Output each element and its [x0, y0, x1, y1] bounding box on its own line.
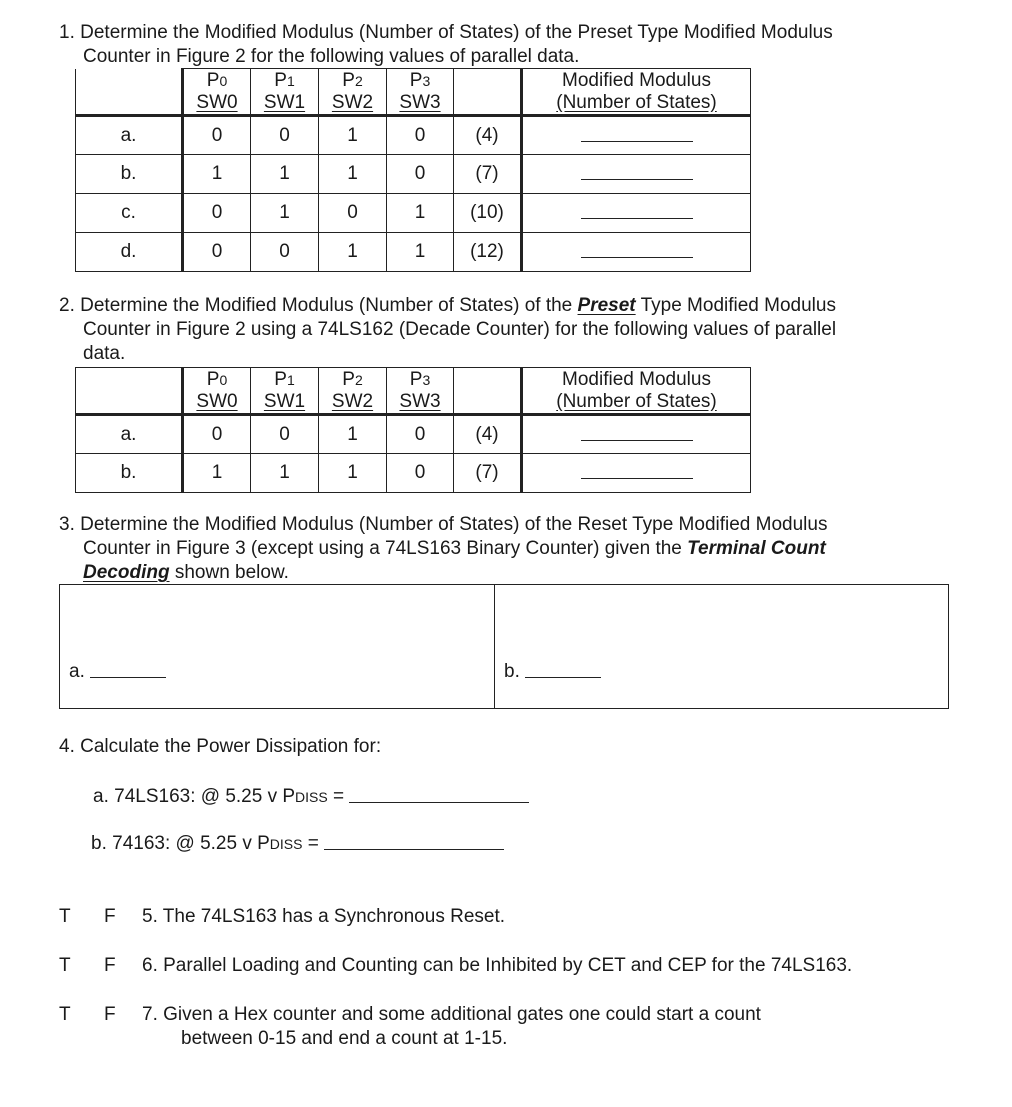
- cell-p1: 1: [251, 155, 319, 194]
- q2-header-p3: P3 SW3: [387, 368, 454, 415]
- cell-p1: 0: [251, 116, 319, 155]
- q6-text: 6. Parallel Loading and Counting can be Inhibited by CET and CEP for the 74LS163.: [142, 955, 853, 976]
- q1-header-p0: P0 SW0: [183, 69, 251, 116]
- cell-value: (4): [454, 415, 522, 454]
- q7-text-line1: 7. Given a Hex counter and some additional gates one could start a count: [142, 1004, 761, 1025]
- table-row: [76, 194, 751, 233]
- table-row: [76, 415, 751, 454]
- q1-header-value: [454, 69, 522, 116]
- q4-part-a[interactable]: a. 74LS163: @ 5.25 v PDISS =: [93, 785, 529, 809]
- answer-blank[interactable]: [522, 233, 751, 272]
- cell-p3: 0: [387, 116, 454, 155]
- q6-true-option[interactable]: T: [59, 955, 71, 976]
- q2-header-modulus: Modified Modulus (Number of States): [522, 368, 751, 415]
- answer-blank[interactable]: [522, 415, 751, 454]
- row-label: d.: [76, 233, 183, 272]
- cell-p0: 0: [183, 116, 251, 155]
- q1-text-line2: Counter in Figure 2 for the following values of parallel data.: [83, 46, 580, 67]
- table-row: [76, 454, 751, 493]
- q3-text-line3: Decoding shown below.: [83, 562, 289, 583]
- q3-text-line2: Counter in Figure 3 (except using a 74LS163 Binary Counter) given the Terminal Count: [83, 538, 826, 559]
- q3-answer-b[interactable]: b.: [504, 661, 601, 683]
- cell-p0: 0: [183, 194, 251, 233]
- cell-p3: 0: [387, 155, 454, 194]
- cell-p3: 1: [387, 194, 454, 233]
- cell-value: (4): [454, 116, 522, 155]
- q3-divider: [494, 585, 495, 708]
- cell-value: (7): [454, 454, 522, 493]
- q3-answer-box: [59, 584, 949, 709]
- q4-part-b[interactable]: b. 74163: @ 5.25 v PDISS =: [91, 832, 504, 856]
- q3-text-line1: 3. Determine the Modified Modulus (Number of States) of the Reset Type Modified Modulus: [59, 514, 828, 535]
- cell-p0: 0: [183, 415, 251, 454]
- q2-header-p1: P1 SW1: [251, 368, 319, 415]
- cell-p2: 1: [319, 116, 387, 155]
- cell-p3: 1: [387, 233, 454, 272]
- cell-p2: 1: [319, 415, 387, 454]
- row-label: b.: [76, 454, 183, 493]
- row-label: c.: [76, 194, 183, 233]
- q5-text: 5. The 74LS163 has a Synchronous Reset.: [142, 906, 506, 927]
- cell-value: (12): [454, 233, 522, 272]
- cell-p2: 1: [319, 155, 387, 194]
- q1-table: [75, 68, 751, 272]
- table-row: [76, 233, 751, 272]
- cell-value: (7): [454, 155, 522, 194]
- row-label: b.: [76, 155, 183, 194]
- table-row: [76, 155, 751, 194]
- q2-table: [75, 367, 751, 493]
- cell-p1: 0: [251, 415, 319, 454]
- q1-text-line1: 1. Determine the Modified Modulus (Number of States) of the Preset Type Modified Modulus: [59, 22, 833, 43]
- q2-text-line1: 2. Determine the Modified Modulus (Number of States) of the Preset Type Modified Modulus: [59, 295, 836, 316]
- q2-text-line3: data.: [83, 343, 126, 364]
- answer-blank[interactable]: [522, 155, 751, 194]
- answer-blank[interactable]: [522, 454, 751, 493]
- cell-p0: 1: [183, 155, 251, 194]
- q1-header-p3: P3 SW3: [387, 69, 454, 116]
- cell-value: (10): [454, 194, 522, 233]
- q1-header-p1: P1 SW1: [251, 69, 319, 116]
- cell-p2: 1: [319, 454, 387, 493]
- cell-p2: 0: [319, 194, 387, 233]
- q2-header-blank: [76, 368, 183, 415]
- cell-p1: 0: [251, 233, 319, 272]
- q7-false-option[interactable]: F: [104, 1004, 116, 1025]
- q1-header-modulus: Modified Modulus (Number of States): [522, 69, 751, 116]
- cell-p3: 0: [387, 454, 454, 493]
- answer-blank[interactable]: [522, 116, 751, 155]
- cell-p1: 1: [251, 454, 319, 493]
- q7-text-line2: between 0-15 and end a count at 1-15.: [181, 1028, 508, 1049]
- q5-false-option[interactable]: F: [104, 906, 116, 927]
- answer-blank[interactable]: [522, 194, 751, 233]
- q7-true-option[interactable]: T: [59, 1004, 71, 1025]
- q2-text-line2: Counter in Figure 2 using a 74LS162 (Decade Counter) for the following values of parallel: [83, 319, 837, 340]
- q2-header-p2: P2 SW2: [319, 368, 387, 415]
- cell-p3: 0: [387, 415, 454, 454]
- cell-p2: 1: [319, 233, 387, 272]
- q2-header-p0: P0 SW0: [183, 368, 251, 415]
- cell-p1: 1: [251, 194, 319, 233]
- q1-header-blank: [76, 69, 183, 116]
- q5-true-option[interactable]: T: [59, 906, 71, 927]
- row-label: a.: [76, 415, 183, 454]
- q3-answer-a[interactable]: a.: [69, 661, 166, 683]
- q2-header-value: [454, 368, 522, 415]
- row-label: a.: [76, 116, 183, 155]
- cell-p0: 0: [183, 233, 251, 272]
- q6-false-option[interactable]: F: [104, 955, 116, 976]
- q1-header-p2: P2 SW2: [319, 69, 387, 116]
- q4-title: 4. Calculate the Power Dissipation for:: [59, 736, 382, 757]
- table-row: [76, 116, 751, 155]
- cell-p0: 1: [183, 454, 251, 493]
